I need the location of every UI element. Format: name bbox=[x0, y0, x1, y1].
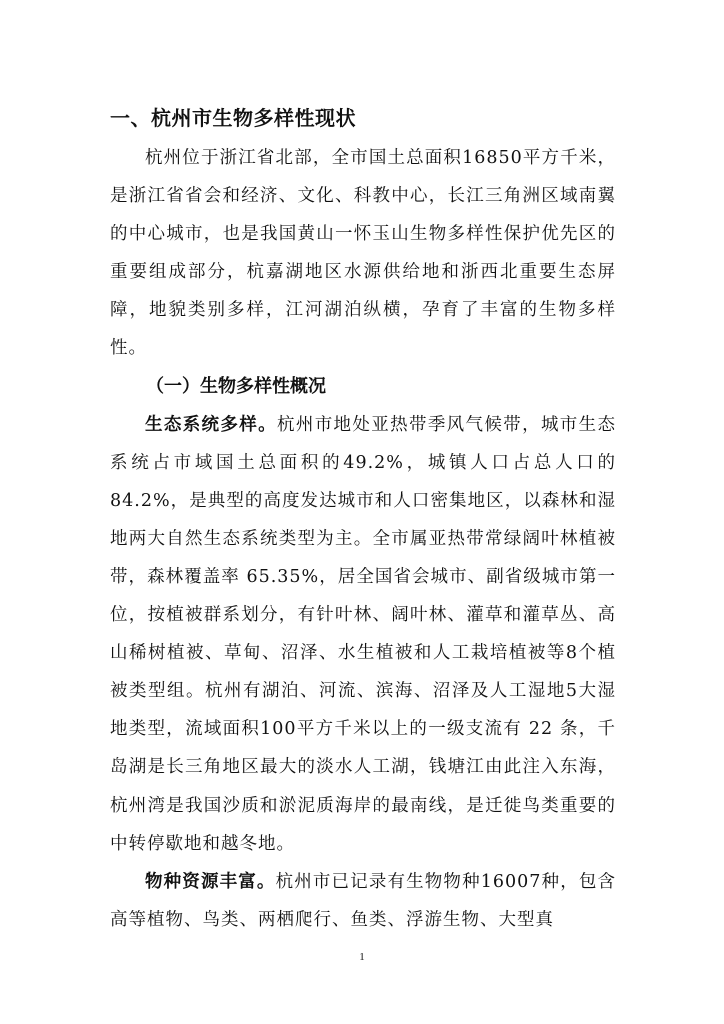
section-title: 一、杭州市生物多样性现状 bbox=[110, 106, 356, 130]
species-body: 杭州市已记录有生物物种16007种，包含高等植物、鸟类、两栖爬行、鱼类、浮游生物、大型真 bbox=[110, 871, 617, 930]
species-lead: 物种资源丰富。 bbox=[145, 871, 276, 892]
intro-paragraph: 杭州位于浙江省北部，全市国土总面积16850平方千米，是浙江省省会和经济、文化、科教中心，长江三角洲区域南翼的中心城市，也是我国黄山一怀玉山生物多样性保护优先区的重要组成部分，杭嘉湖地区水源供给地和浙西北重要生态屏障，地貌类别多样，江河湖泊纵横，孕育了丰富的生物多样性。 bbox=[110, 148, 616, 359]
subsection-title: （一）生物多样性概况 bbox=[146, 375, 326, 397]
ecosystem-lead: 生态系统多样。 bbox=[145, 414, 277, 435]
ecosystem-paragraph bbox=[110, 406, 616, 863]
species-paragraph bbox=[110, 863, 616, 939]
ecosystem-body: 杭州市地处亚热带季风气候带，城市生态系统占市域国土总面积的49.2%，城镇人口占总人口的84.2%，是典型的高度发达城市和人口密集地区，以森林和湿地两大自然生态系统类型为主。全市属亚热带常绿阔叶林植被带，森林覆盖率 65.35%，居全国省会城市、副省级城市第一位，按植被群系划分，有针叶林、阔叶林、灌草和灌草丛、高山稀树植被、草甸、沼泽、水生植被和人工栽培植被等8个植被类型组。杭州有湖泊、河流、滨海、沼泽及人工湿地5大湿地类型，流域面积100平方千米以上的一级支流有 22 条，千岛湖是长三角地区最大的淡水人工湖，钱塘江由此注入东海，杭州湾是我国沙质和淤泥质海岸的最南线，是迁徙鸟类重要的中转停歇地和越冬地。 bbox=[110, 414, 617, 854]
page-number: 1 bbox=[359, 951, 365, 963]
